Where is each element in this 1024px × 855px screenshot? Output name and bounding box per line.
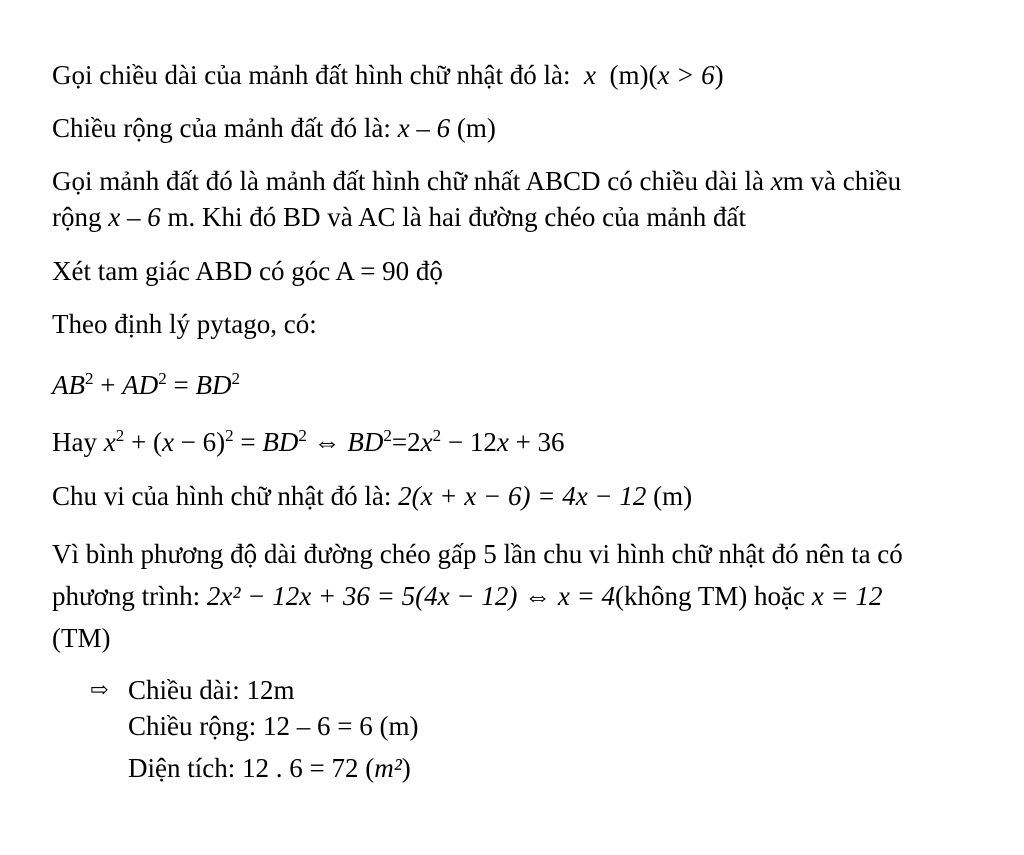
implies-arrow-icon: ⇨: [90, 677, 109, 702]
line-width-definition: Chiều rộng của mảnh đất đó là: x – 6 (m): [52, 113, 496, 143]
result-length: Chiều dài: 12m: [128, 675, 295, 705]
line-tm: (TM): [52, 623, 111, 653]
line-pythagoras-intro: Theo định lý pytago, có:: [52, 309, 317, 339]
line-rectangle-diagonals: rộng x – 6 m. Khi đó BD và AC là hai đường chéo của mảnh đất: [52, 202, 747, 232]
result-area: Diện tích: 12 . 6 = 72 (m²): [128, 753, 411, 783]
line-length-definition: Gọi chiều dài của mảnh đất hình chữ nhật đó là: x (m)(x > 6): [52, 60, 724, 90]
line-condition: Vì bình phương độ dài đường chéo gấp 5 lần chu vi hình chữ nhật đó nên ta có: [52, 539, 903, 569]
line-perimeter: Chu vi của hình chữ nhật đó là: 2(x + x − 6) = 4x − 12 (m): [52, 481, 693, 511]
line-right-triangle: Xét tam giác ABD có góc A = 90 độ: [52, 256, 443, 286]
line-equation-solution: phương trình: 2x² − 12x + 36 = 5(4x − 12) ⇔ x = 4(không TM) hoặc x = 12: [52, 581, 883, 611]
equation-pythagoras: $AB^2 + AD^2 = BD^2$: [52, 369, 240, 400]
equation-bd-squared: Hay $x^2 + (x - 6)^2 = BD^2$ ⇔ $BD^2=2x^2 - 12x + 36$: [52, 426, 565, 457]
result-width: Chiều rộng: 12 – 6 = 6 (m): [128, 711, 419, 741]
line-rectangle-intro: Gọi mảnh đất đó là mảnh đất hình chữ nhất ABCD có chiều dài là xm và chiều: [52, 166, 902, 196]
var-x: x: [577, 60, 610, 90]
